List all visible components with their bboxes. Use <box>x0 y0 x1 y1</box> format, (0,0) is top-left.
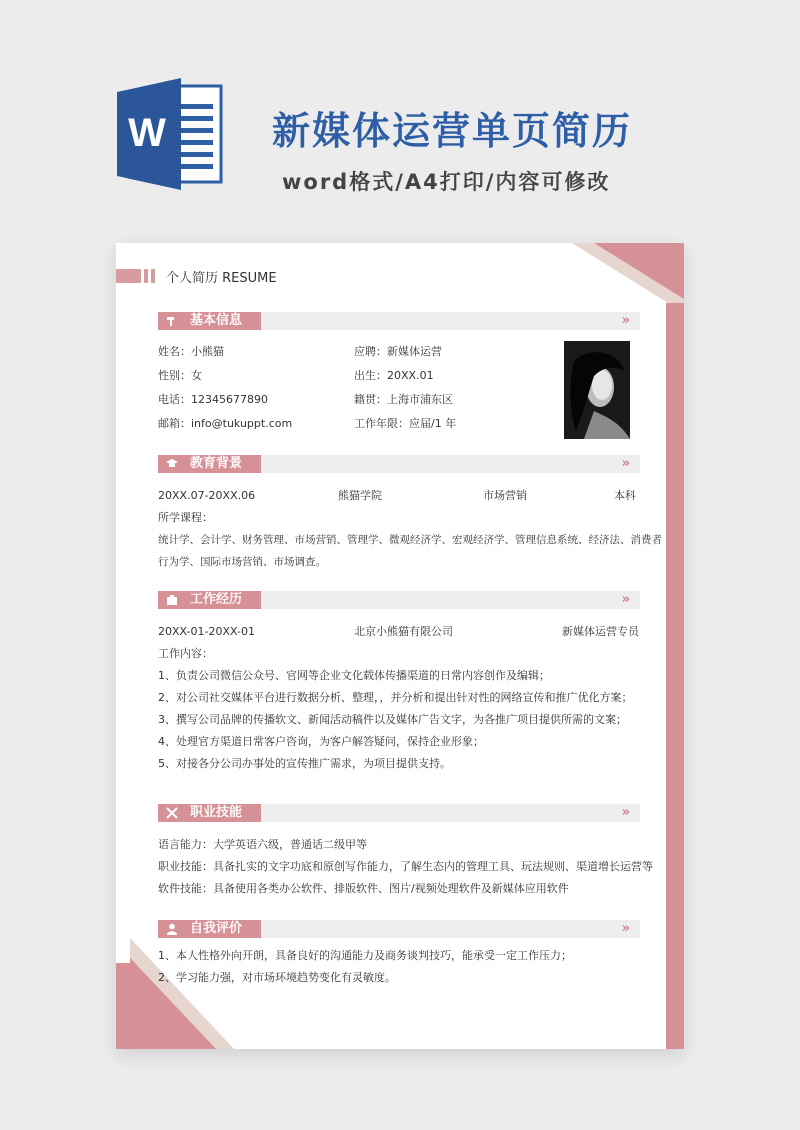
work-item: 3、撰写公司品牌的传播软文、新闻活动稿件以及媒体广告文字，为各推广项目提供所需的文案； <box>158 713 627 726</box>
section-education <box>158 455 640 473</box>
edu-school: 熊猫学院 <box>338 489 382 502</box>
profile-photo <box>564 341 630 439</box>
edu-period: 20XX.07-20XX.06 <box>158 489 256 502</box>
work-item: 2、对公司社交媒体平台进行数据分析、整理，，并分析和提出针对性的网络宣传和推广优化方案； <box>158 691 633 704</box>
work-period: 20XX-01-20XX-01 <box>158 625 255 638</box>
hammer-icon <box>166 315 178 327</box>
section-title: 工作经历 <box>190 592 243 607</box>
word-logo-letter: W <box>128 111 166 155</box>
work-content-label: 工作内容： <box>158 647 213 660</box>
info-birth: 出生：20XX.01 <box>354 369 434 382</box>
chevron-right-icon: » <box>621 313 630 328</box>
info-name: 姓名：小熊猫 <box>158 345 224 358</box>
chevron-right-icon: » <box>621 592 630 607</box>
info-gender: 性别：女 <box>158 369 202 382</box>
banner-title: 新媒体运营单页简历 <box>272 109 633 153</box>
info-phone: 电话：12345677890 <box>158 393 268 406</box>
work-company: 北京小熊猫有限公司 <box>354 625 453 638</box>
skill-item: 软件技能：具备使用各类办公软件、排版软件、图片/视频处理软件及新媒体应用软件 <box>158 882 569 895</box>
info-applied-position: 应聘：新媒体运营 <box>354 345 442 358</box>
banner-subtitle: word格式/A4打印/内容可修改 <box>282 170 611 194</box>
info-hometown: 籍贯：上海市浦东区 <box>354 393 453 406</box>
section-title: 教育背景 <box>190 456 243 471</box>
section-basic-info <box>158 312 640 330</box>
resume-sheet <box>116 243 684 1049</box>
self-eval-item: 2、学习能力强，对市场环境趋势变化有灵敏度。 <box>158 971 396 984</box>
chevron-right-icon: » <box>621 805 630 820</box>
info-work-years: 工作年限：应届/1 年 <box>354 417 457 430</box>
info-email: 邮箱：info@tukuppt.com <box>158 417 293 430</box>
skill-item: 语言能力：大学英语六级，普通话二级甲等 <box>158 838 367 851</box>
chevron-right-icon: » <box>621 456 630 471</box>
edu-major: 市场营销 <box>483 489 527 502</box>
section-work-experience <box>158 591 640 609</box>
edu-courses-line: 行为学、国际市场营销、市场调查。 <box>158 556 326 568</box>
work-item: 5、对接各分公司办事处的宣传推广需求，为项目提供支持。 <box>158 757 451 770</box>
person-icon <box>166 923 178 935</box>
chevron-right-icon: » <box>621 921 630 936</box>
self-eval-item: 1、本人性格外向开朗，具备良好的沟通能力及商务谈判技巧，能承受一定工作压力； <box>158 949 572 962</box>
skill-item: 职业技能：具备扎实的文字功底和原创写作能力，了解生态内的管理工具、玩法规则、渠道增长运营等 <box>158 860 653 873</box>
resume-header <box>116 269 516 286</box>
work-item: 4、处理官方渠道日常客户咨询，为客户解答疑问，保持企业形象； <box>158 735 484 748</box>
resume-header-title: 个人简历 RESUME <box>166 271 277 286</box>
section-self-evaluation <box>158 920 640 938</box>
section-title: 自我评价 <box>190 921 243 936</box>
word-file-icon <box>117 78 227 190</box>
graduation-cap-icon <box>166 458 178 470</box>
edu-courses-line: 统计学、会计学、财务管理、市场营销、管理学、微观经济学、宏观经济学、管理信息系统、经济法、消费者 <box>158 534 662 546</box>
tools-icon <box>166 807 178 819</box>
work-position: 新媒体运营专员 <box>562 625 639 638</box>
section-skills <box>158 804 640 822</box>
section-title: 职业技能 <box>190 805 243 820</box>
work-item: 1、负责公司微信公众号、官网等企业文化载体传播渠道的日常内容创作及编辑； <box>158 669 550 682</box>
edu-courses-label: 所学课程： <box>158 511 213 524</box>
briefcase-icon <box>166 594 178 606</box>
edu-degree: 本科 <box>614 489 636 502</box>
section-title: 基本信息 <box>190 313 243 328</box>
